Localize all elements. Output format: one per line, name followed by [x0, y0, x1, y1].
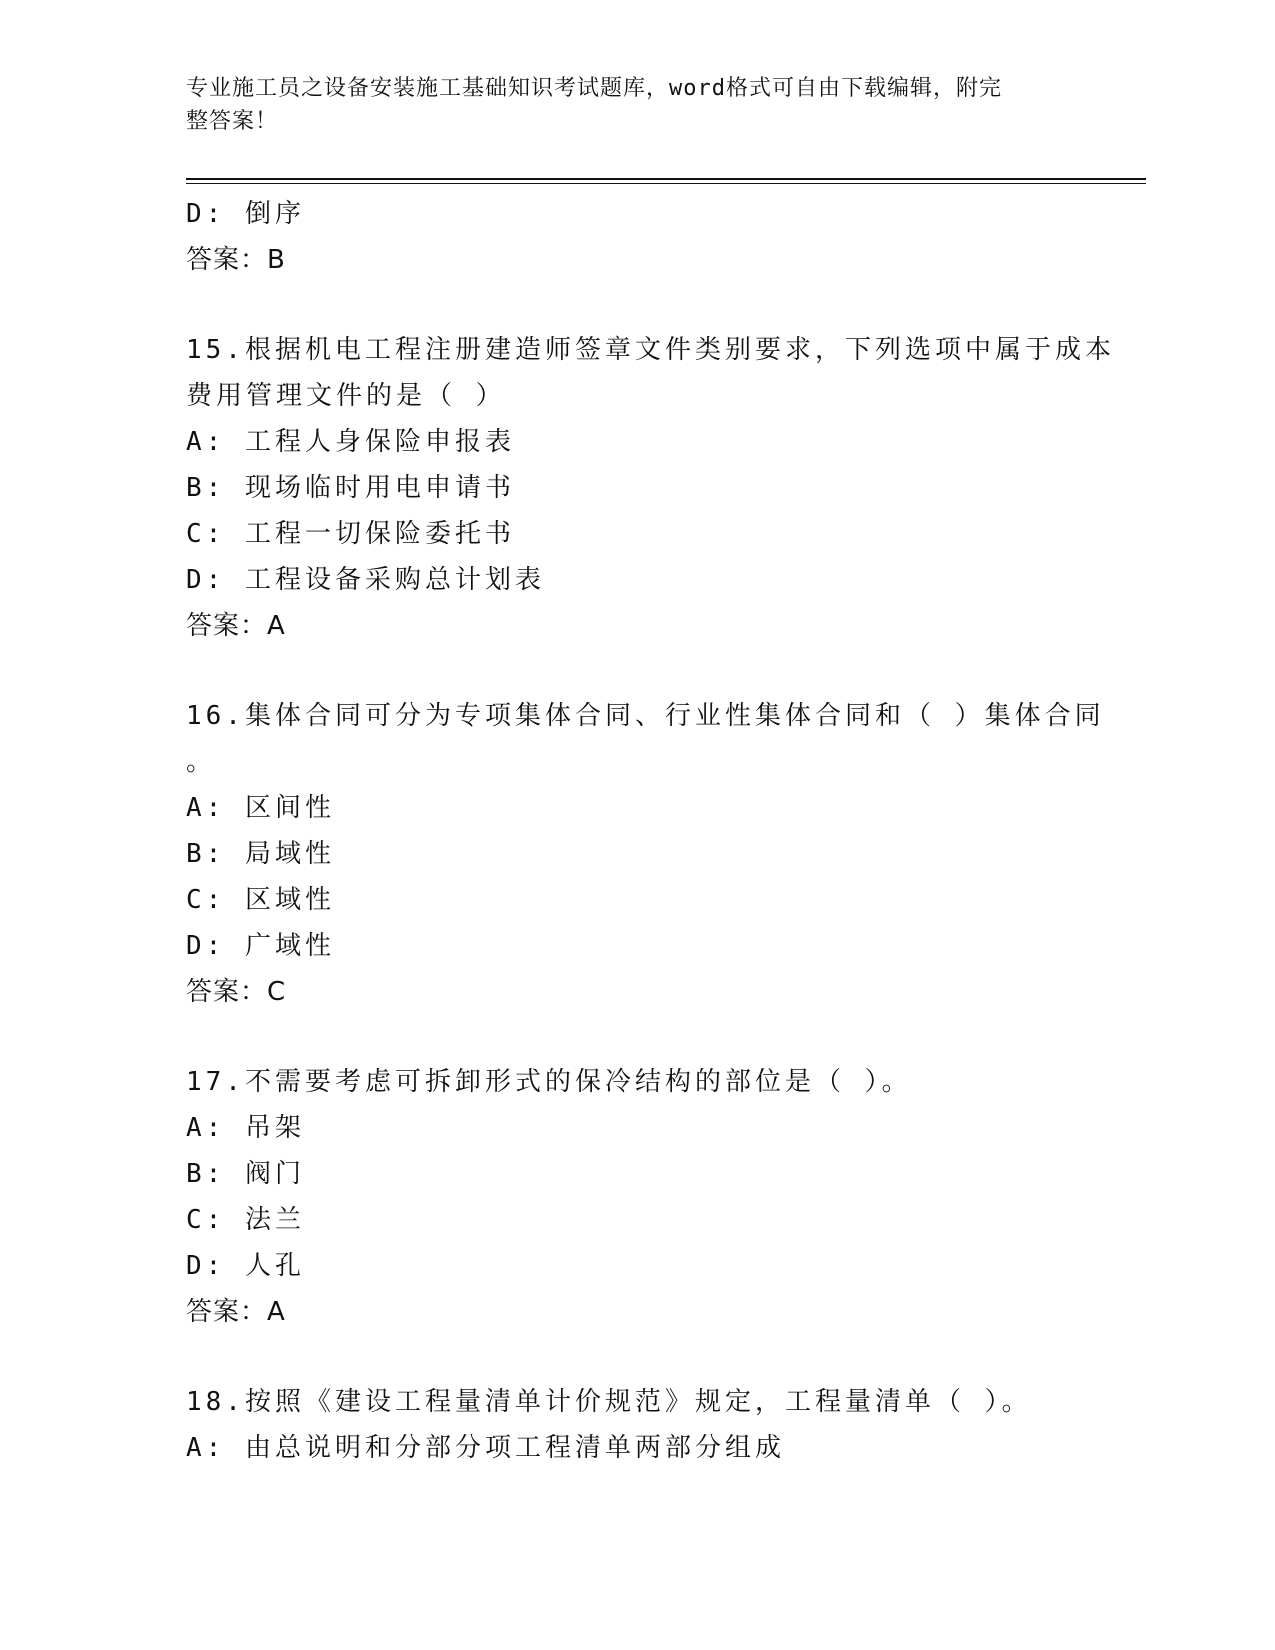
- header-divider-thick: [186, 178, 1146, 180]
- option-a: A: 由总说明和分部分项工程清单两部分组成: [186, 1433, 785, 1463]
- option-c: C: 工程一切保险委托书: [186, 519, 515, 549]
- option-d: D: 人孔: [186, 1251, 305, 1281]
- option-d: D: 倒序: [186, 199, 305, 229]
- option-a: A: 工程人身保险申报表: [186, 427, 515, 457]
- question-stem: 15.根据机电工程注册建造师签章文件类别要求，下列选项中属于成本: [186, 335, 1115, 365]
- question-stem: 17.不需要考虑可拆卸形式的保冷结构的部位是（ ）。: [186, 1067, 912, 1097]
- answer-line: 答案：C: [186, 977, 287, 1007]
- answer-line: 答案：A: [186, 611, 286, 641]
- question-16: [186, 693, 1105, 1015]
- header-divider-thin: [186, 183, 1146, 184]
- header-line-1: 专业施工员之设备安装施工基础知识考试题库，word格式可自由下载编辑，附完: [186, 76, 1002, 101]
- option-b: B: 阀门: [186, 1159, 305, 1189]
- previous-question-tail: [186, 191, 1086, 283]
- option-b: B: 局域性: [186, 839, 335, 869]
- question-15: [186, 327, 1115, 649]
- option-a: A: 吊架: [186, 1113, 305, 1143]
- option-a: A: 区间性: [186, 793, 335, 823]
- question-list: [186, 191, 1115, 1471]
- answer-line: 答案：A: [186, 1297, 286, 1327]
- question-17: [186, 1059, 1086, 1335]
- question-stem-continued: 费用管理文件的是（ ）: [186, 381, 506, 411]
- document-header: [186, 72, 1066, 138]
- option-c: C: 法兰: [186, 1205, 305, 1235]
- header-line-2: 整答案！: [186, 109, 279, 134]
- question-stem: 16.集体合同可分为专项集体合同、行业性集体合同和（ ）集体合同: [186, 701, 1105, 731]
- option-d: D: 广域性: [186, 931, 335, 961]
- question-stem-continued: 。: [186, 747, 217, 777]
- question-stem: 18.按照《建设工程量清单计价规范》规定，工程量清单（ ）。: [186, 1387, 1032, 1417]
- option-d: D: 工程设备采购总计划表: [186, 565, 545, 595]
- option-b: B: 现场临时用电申请书: [186, 473, 515, 503]
- option-c: C: 区域性: [186, 885, 335, 915]
- answer-line: 答案：B: [186, 245, 286, 275]
- question-18: [186, 1379, 1086, 1471]
